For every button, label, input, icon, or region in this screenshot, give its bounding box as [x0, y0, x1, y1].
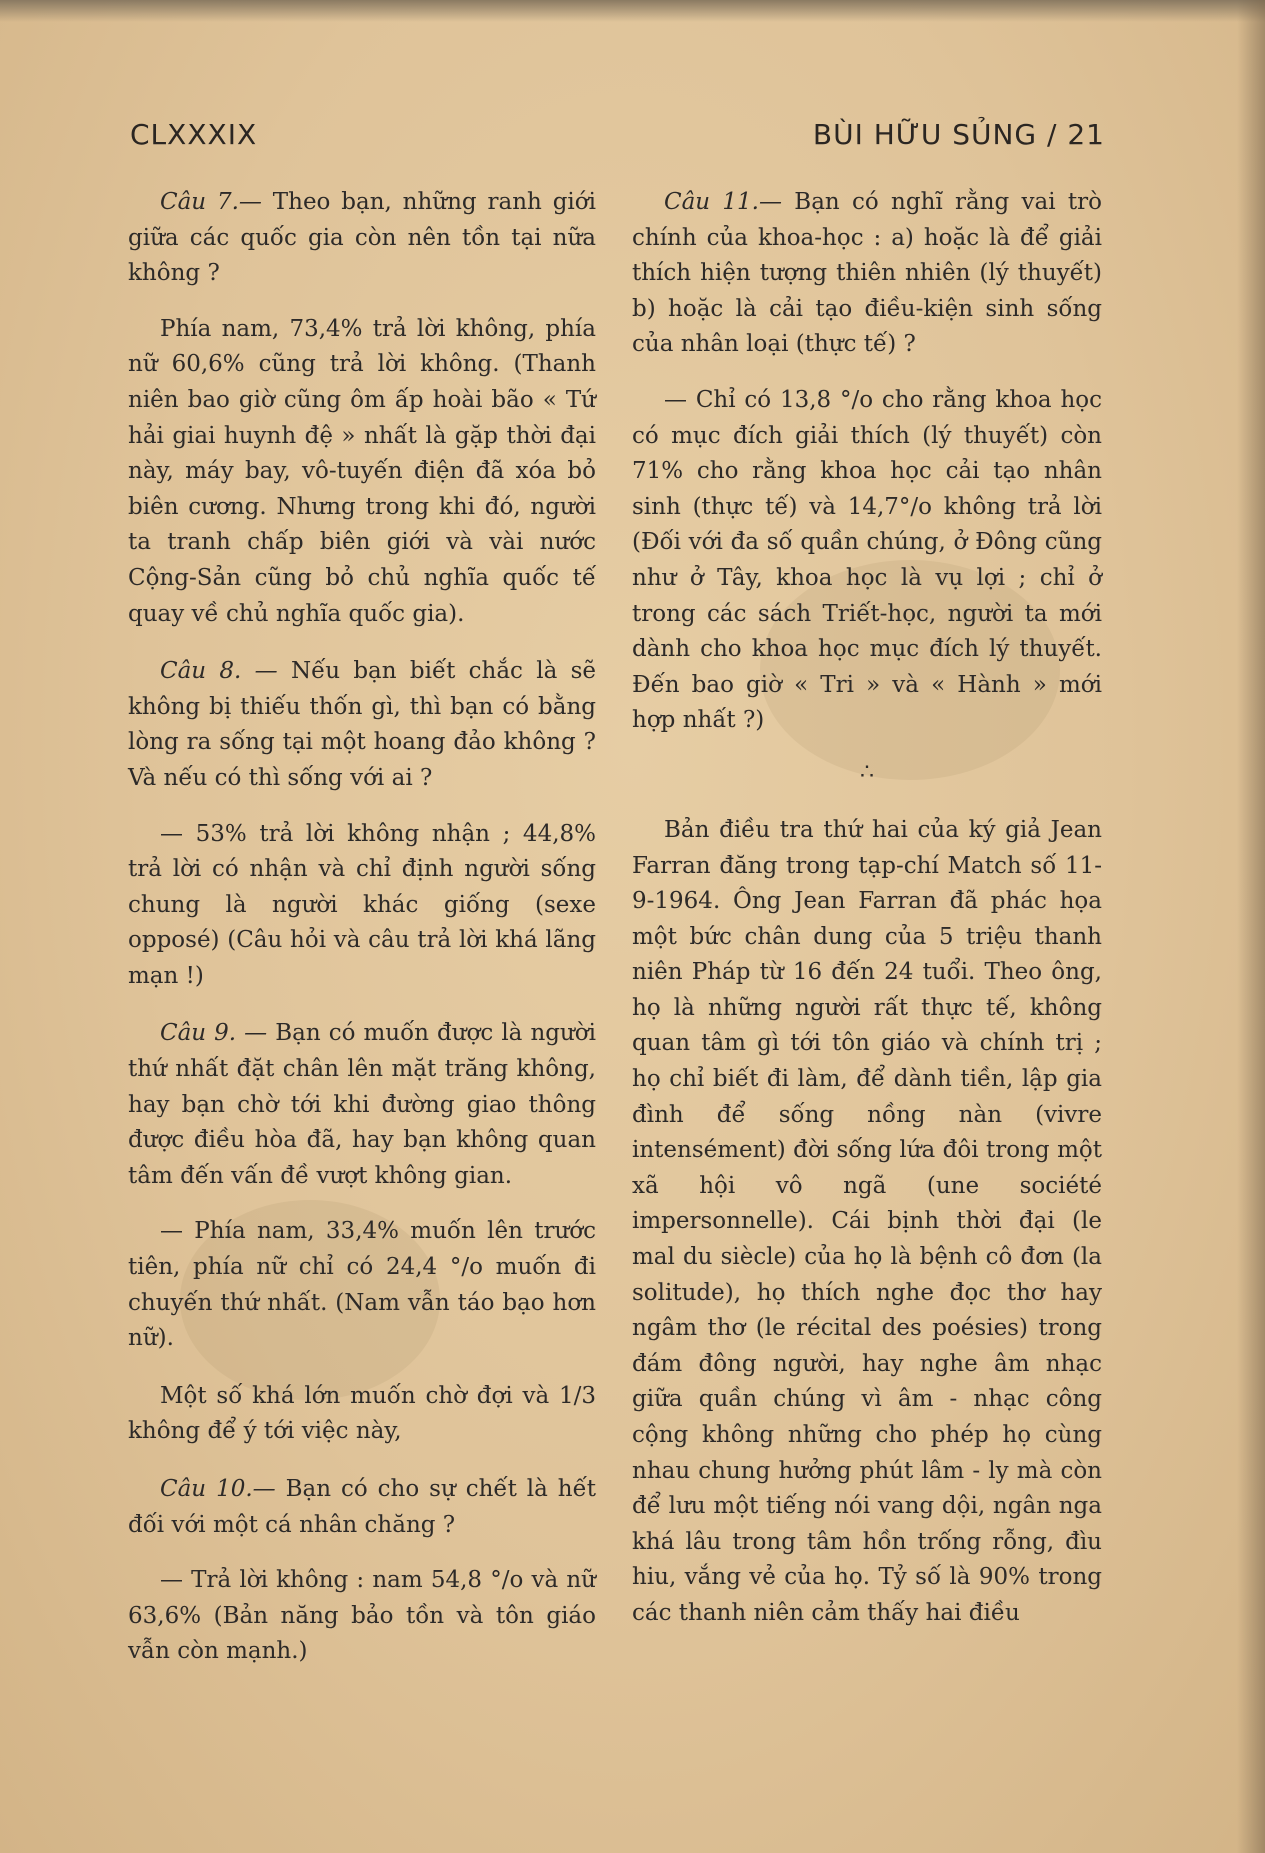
answer-paragraph — [128, 1563, 596, 1670]
paragraph-text: — 53% trả lời không nhận ; 44,8% trả lời có nhận và chỉ định người sống chung là người khác giống (sexe opposé) (Câu hỏi và câu trả lời khá lãng mạn !) — [128, 820, 596, 989]
answer-paragraph — [632, 813, 1102, 1632]
paragraph-text: Nếu bạn biết chắc là sẽ không bị thiếu thốn gì, thì bạn có bằng lòng ra sống tại một hoang đảo không ? Và nếu có thì sống với ai ? — [128, 658, 596, 791]
paragraph-text: Bản điều tra thứ hai của ký giả Jean Farran đăng trong tạp-chí Match số 11-9-1964. Ông Jean Farran đã phác họa một bức chân dung của 5 triệu thanh niên Pháp từ 16 đến 24 tuổi. Theo ông, họ là những người rất thực tế, không quan tâm gì tới tôn giáo và chính trị ; họ chỉ biết đi làm, để dành tiền, lập gia đình để sống nồng nàn (vivre intensément) đời sống lứa đôi trong một xã hội vô ngã (une société impersonnelle). Cái bịnh thời đại (le mal du siècle) của họ là bệnh cô đơn (la solitude), họ thích nghe đọc thơ hay ngâm thơ (le récital des poésies) trong đám đông người, hay nghe âm nhạc giữa quần chúng vì âm - nhạc công cộng không những cho phép họ cùng nhau chung hưởng phút lâm - ly mà còn để lưu một tiếng nói vang dội, ngân nga khá lâu trong tâm hồn trống rỗng, đìu hiu, vắng vẻ của họ. Tỷ số là 90% trong các thanh niên cảm thấy hai điều — [632, 816, 1102, 1626]
paragraph-text: Một số khá lớn muốn chờ đợi và 1/3 không để ý tới việc này, — [128, 1382, 596, 1445]
question-label: Câu 8. — — [160, 658, 278, 685]
answer-paragraph — [128, 817, 596, 995]
right-text-column — [632, 185, 1102, 1654]
section-separator: ∴ — [860, 759, 874, 785]
question-label: Câu 7.— — [160, 189, 262, 215]
answer-paragraph — [128, 1214, 596, 1356]
answer-paragraph — [632, 383, 1102, 739]
paragraph-text: Theo bạn, những ranh giới giữa các quốc gia còn nên tồn tại nữa không ? — [128, 189, 596, 287]
paragraph-text: — Trả lời không : nam 54,8 °/o và nữ 63,6% (Bản năng bảo tồn và tôn giáo vẫn còn mạnh.) — [128, 1567, 596, 1665]
author-and-page-number: BÙI HỮU SỦNG / 21 — [812, 118, 1105, 151]
answer-paragraph — [128, 312, 596, 632]
paragraph-text: Bạn có cho sự chết là hết đối với một cá nhân chăng ? — [128, 1476, 596, 1538]
paragraph-text: — Chỉ có 13,8 °/o cho rằng khoa học có mục đích giải thích (lý thuyết) còn 71% cho rằng khoa học cải tạo nhân sinh (thực tế) và 14,7°/o không trả lời (Đối với đa số quần chúng, ở Đông cũng như ở Tây, khoa học là vụ lợi ; chỉ ở trong các sách Triết-học, người ta mới dành cho khoa học mục đích lý thuyết. Đến bao giờ « Tri » và « Hành » mới hợp nhất ?) — [632, 386, 1102, 734]
roman-page-number: CLXXXIX — [130, 118, 258, 151]
question-label: Câu 10.— — [160, 1476, 276, 1502]
question-paragraph — [128, 185, 596, 292]
question-paragraph — [632, 185, 1102, 363]
question-paragraph — [128, 1016, 596, 1194]
paragraph-text: Phía nam, 73,4% trả lời không, phía nữ 60,6% cũng trả lời không. (Thanh niên bao giờ cũng ôm ấp hoài bão « Tứ hải giai huynh đệ » nhất là gặp thời đại này, máy bay, vô-tuyến điện đã xóa bỏ biên cương. Nhưng trong khi đó, người ta tranh chấp biên giới và vài nước Cộng-Sản cũng bỏ chủ nghĩa quốc tế quay về chủ nghĩa quốc gia). — [128, 315, 596, 627]
question-label: Câu 11.— — [664, 189, 782, 215]
page-header — [130, 118, 1105, 158]
answer-paragraph — [128, 1379, 596, 1450]
question-label: Câu 9. — — [160, 1020, 268, 1047]
question-paragraph — [128, 654, 596, 796]
question-paragraph — [128, 1472, 596, 1543]
paragraph-text: Bạn có nghĩ rằng vai trò chính của khoa-học : a) hoặc là để giải thích hiện tượng thiên nhiên (lý thuyết) b) hoặc là cải tạo điều-kiện sinh sống của nhân loại (thực tế) ? — [632, 189, 1102, 358]
paragraph-text: Bạn có muốn được là người thứ nhất đặt chân lên mặt trăng không, hay bạn chờ tới khi đường giao thông được điều hòa đã, hay bạn không quan tâm đến vấn đề vượt không gian. — [128, 1020, 596, 1189]
paragraph-text: — Phía nam, 33,4% muốn lên trước tiên, phía nữ chỉ có 24,4 °/o muốn đi chuyến thứ nhất. (Nam vẫn táo bạo hơn nữ). — [128, 1218, 596, 1352]
left-text-column — [128, 185, 596, 1692]
